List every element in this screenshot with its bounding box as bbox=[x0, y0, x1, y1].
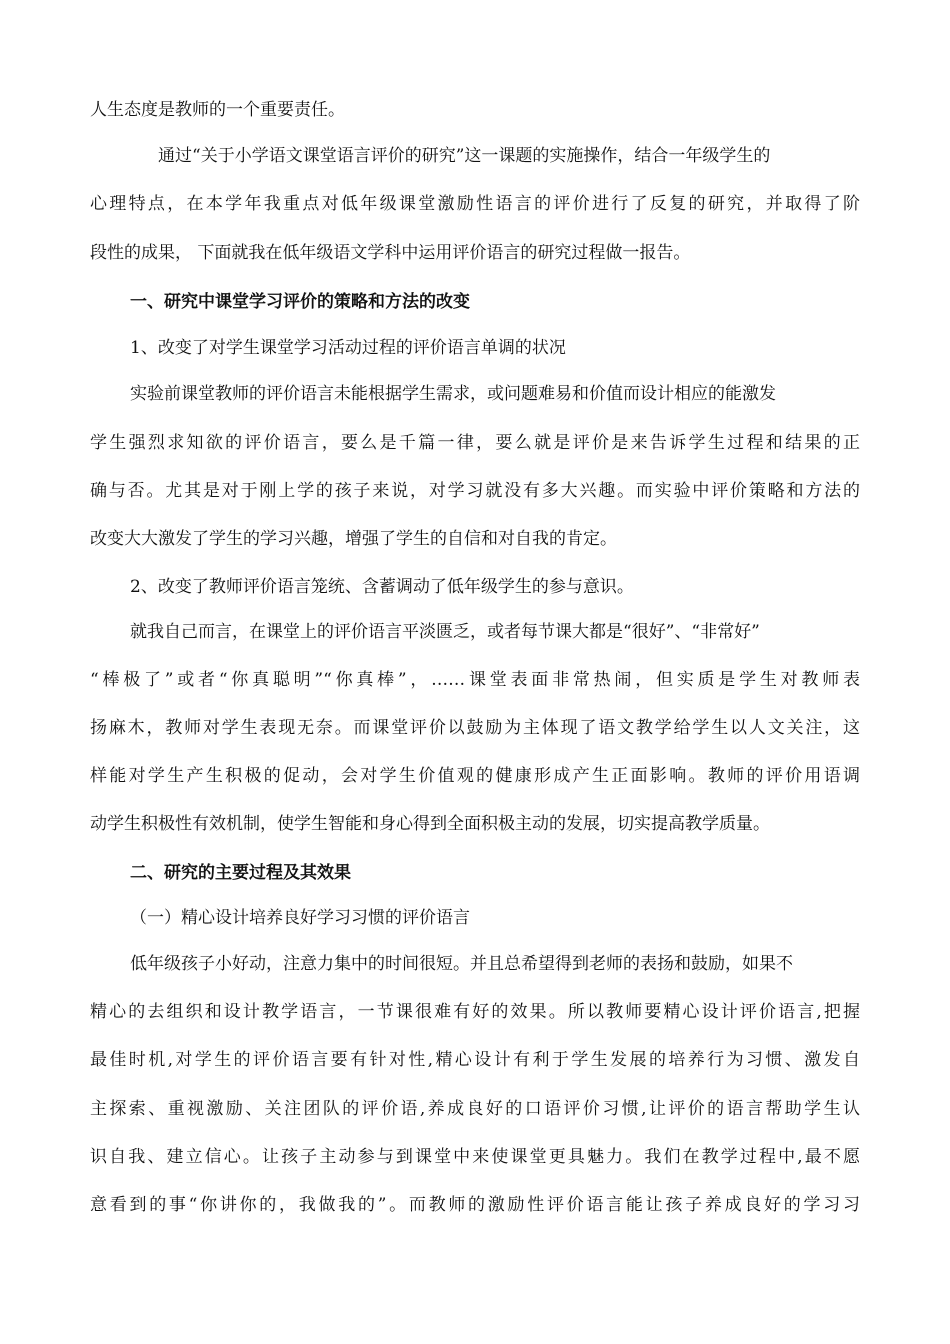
subsection-heading: 1、改变了对学生课堂学习活动过程的评价语言单调的状况 bbox=[130, 338, 566, 358]
paragraph-line: 学生强烈求知欲的评价语言，要么是千篇一律，要么就是评价是来告诉学生过程和结果的正 bbox=[90, 433, 860, 453]
paragraph-line: 改变大大激发了学生的学习兴趣，增强了学生的自信和对自我的肯定。 bbox=[90, 529, 617, 549]
paragraph-line: 主探索、重视激励、关注团队的评价语,养成良好的口语评价习惯,让评价的语言帮助学生认 bbox=[90, 1099, 860, 1119]
paragraph-line: 识自我、建立信心。让孩子主动参与到课堂中来使课堂更具魅力。我们在教学过程中,最不愿 bbox=[90, 1147, 860, 1167]
paragraph-line: 意看到的事“你讲你的，我做我的”。而教师的激励性评价语言能让孩子养成良好的学习习 bbox=[90, 1195, 860, 1215]
paragraph-line: 实验前课堂教师的评价语言未能根据学生需求，或问题难易和价值而设计相应的能激发 bbox=[130, 384, 776, 404]
paragraph-line: 确与否。尤其是对于刚上学的孩子来说，对学习就没有多大兴趣。而实验中评价策略和方法的 bbox=[90, 481, 860, 501]
subsection-heading: 2、改变了教师评价语言笼统、含蓄调动了低年级学生的参与意识。 bbox=[130, 577, 634, 597]
section-heading: 一、研究中课堂学习评价的策略和方法的改变 bbox=[130, 292, 470, 312]
paragraph-line: 动学生积极性有效机制，使学生智能和身心得到全面积极主动的发展，切实提高教学质量。 bbox=[90, 814, 770, 834]
paragraph-line: 就我自己而言，在课堂上的评价语言平淡匮乏，或者每节课大都是“很好”、“非常好” bbox=[130, 622, 760, 642]
section-heading: 二、研究的主要过程及其效果 bbox=[130, 863, 351, 883]
paragraph-line: 低年级孩子小好动，注意力集中的时间很短。并且总希望得到老师的表扬和鼓励，如果不 bbox=[130, 954, 793, 974]
paragraph-line: 人生态度是教师的一个重要责任。 bbox=[90, 100, 345, 120]
paragraph-line: 最佳时机,对学生的评价语言要有针对性,精心设计有利于学生发展的培养行为习惯、激发自 bbox=[90, 1050, 860, 1070]
subsection-heading: （一）精心设计培养良好学习习惯的评价语言 bbox=[130, 908, 470, 928]
paragraph-line: 精心的去组织和设计教学语言，一节课很难有好的效果。所以教师要精心设计评价语言,把握 bbox=[90, 1002, 860, 1022]
paragraph-line: 扬麻木，教师对学生表现无奈。而课堂评价以鼓励为主体现了语文教学给学生以人文关注，这 bbox=[90, 718, 860, 738]
paragraph-line: 通过“关于小学语文课堂语言评价的研究”这一课题的实施操作，结合一年级学生的 bbox=[158, 146, 771, 166]
paragraph-line: “棒极了”或者“你真聪明”“你真棒”，……课堂表面非常热闹，但实质是学生对教师表 bbox=[90, 670, 860, 690]
paragraph-line: 段性的成果， 下面就我在低年级语文学科中运用评价语言的研究过程做一报告。 bbox=[90, 243, 691, 263]
paragraph-line: 心理特点，在本学年我重点对低年级课堂激励性语言的评价进行了反复的研究，并取得了阶 bbox=[90, 194, 860, 214]
paragraph-line: 样能对学生产生积极的促动，会对学生价值观的健康形成产生正面影响。教师的评价用语调 bbox=[90, 766, 860, 786]
